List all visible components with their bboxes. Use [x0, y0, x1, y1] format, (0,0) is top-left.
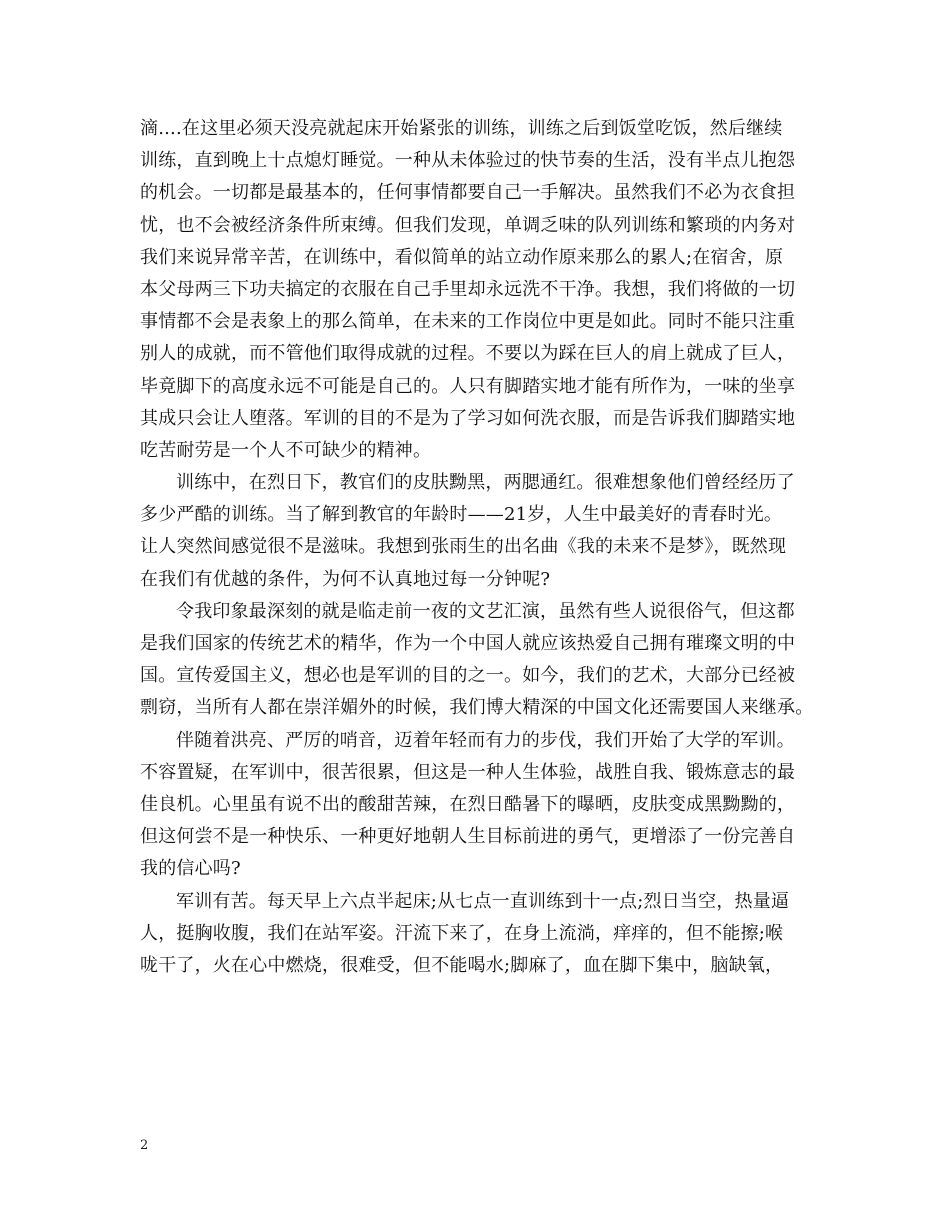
- text-line: 剽窃，当所有人都在崇洋媚外的时候，我们博大精深的中国文化还需要国人来继承。: [140, 697, 814, 719]
- text-line: 国。宣传爱国主义，想必也是军训的目的之一。如今，我们的艺术，大部分已经被: [140, 665, 796, 687]
- text-line: 军训有苦。每天早上六点半起床;从七点一直训练到十一点;烈日当空，热量逼: [176, 890, 790, 912]
- text-line: 滴....在这里必须天没亮就起床开始紧张的训练，训练之后到饭堂吃饭，然后继续: [140, 118, 783, 139]
- text-line: 其成只会让人堕落。军训的目的不是为了学习如何洗衣服，而是告诉我们脚踏实地: [140, 407, 796, 429]
- paragraph: [140, 596, 820, 725]
- text-line: 佳良机。心里虽有说不出的酸甜苦辣，在烈日酷暑下的曝晒，皮肤变成黑黝黝的，: [140, 793, 796, 815]
- text-line: 吃苦耐劳是一个人不可缺少的精神。: [140, 439, 432, 461]
- text-line: 伴随着洪亮、严厉的哨音，迈着年轻而有力的步伐，我们开始了大学的军训。: [176, 729, 795, 751]
- text-line: 让人突然间感觉很不是滋味。我想到张雨生的出名曲《我的未来不是梦》，既然现: [140, 536, 787, 558]
- text-line: 令我印象最深刻的就是临走前一夜的文艺汇演，虽然有些人说很俗气，但这都: [176, 600, 795, 622]
- text-line: 咙干了，火在心中燃烧，很难受，但不能喝水;脚麻了，血在脚下集中，脑缺氧，: [140, 954, 784, 976]
- text-line: 本父母两三下功夫搞定的衣服在自己手里却永远洗不干净。我想，我们将做的一切: [140, 278, 796, 300]
- text-line: 毕竟脚下的高度永远不可能是自己的。人只有脚踏实地才能有所作为，一味的坐享: [140, 375, 796, 397]
- text-line: 多少严酷的训练。当了解到教官的年龄时——21岁，人生中最美好的青春时光。: [140, 504, 783, 526]
- text-line: 训练，直到晚上十点熄灯睡觉。一种从未体验过的快节奏的生活，没有半点儿抱怨: [140, 150, 796, 172]
- text-line: 的机会。一切都是最基本的，任何事情都要自己一手解决。虽然我们不必为衣食担: [140, 182, 796, 204]
- paragraph: [140, 725, 820, 886]
- text-line: 别人的成就，而不管他们取得成就的过程。不要以为踩在巨人的肩上就成了巨人，: [140, 343, 796, 365]
- paragraph: [140, 886, 820, 983]
- text-line: 我的信心吗?: [140, 858, 241, 880]
- paragraph: [140, 113, 820, 467]
- text-line: 训练中，在烈日下，教官们的皮肤黝黑，两腮通红。很难想象他们曾经经历了: [176, 472, 795, 494]
- text-line: 忧，也不会被经济条件所束缚。但我们发现，单调乏味的队列训练和繁琐的内务对: [140, 214, 796, 236]
- text-line: 但这何尝不是一种快乐、一种更好地朝人生目标前进的勇气，更增添了一份完善自: [140, 826, 796, 848]
- text-line: 不容置疑，在军训中，很苦很累，但这是一种人生体验，战胜自我、锻炼意志的最: [140, 761, 796, 783]
- text-line: 我们来说异常辛苦，在训练中，看似简单的站立动作原来那么的累人;在宿舍，原: [140, 246, 784, 268]
- page-number: 2: [140, 1138, 149, 1153]
- text-line: 人，挺胸收腹，我们在站军姿。汗流下来了，在身上流淌，痒痒的，但不能擦;喉: [140, 922, 784, 944]
- text-line: 事情都不会是表象上的那么简单，在未来的工作岗位中更是如此。同时不能只注重: [140, 311, 796, 333]
- paragraph: [140, 467, 820, 596]
- text-line: 在我们有优越的条件，为何不认真地过每一分钟呢?: [140, 568, 551, 590]
- text-line: 是我们国家的传统艺术的精华，作为一个中国人就应该热爱自己拥有璀璨文明的中: [140, 633, 796, 654]
- document-body: [140, 113, 820, 982]
